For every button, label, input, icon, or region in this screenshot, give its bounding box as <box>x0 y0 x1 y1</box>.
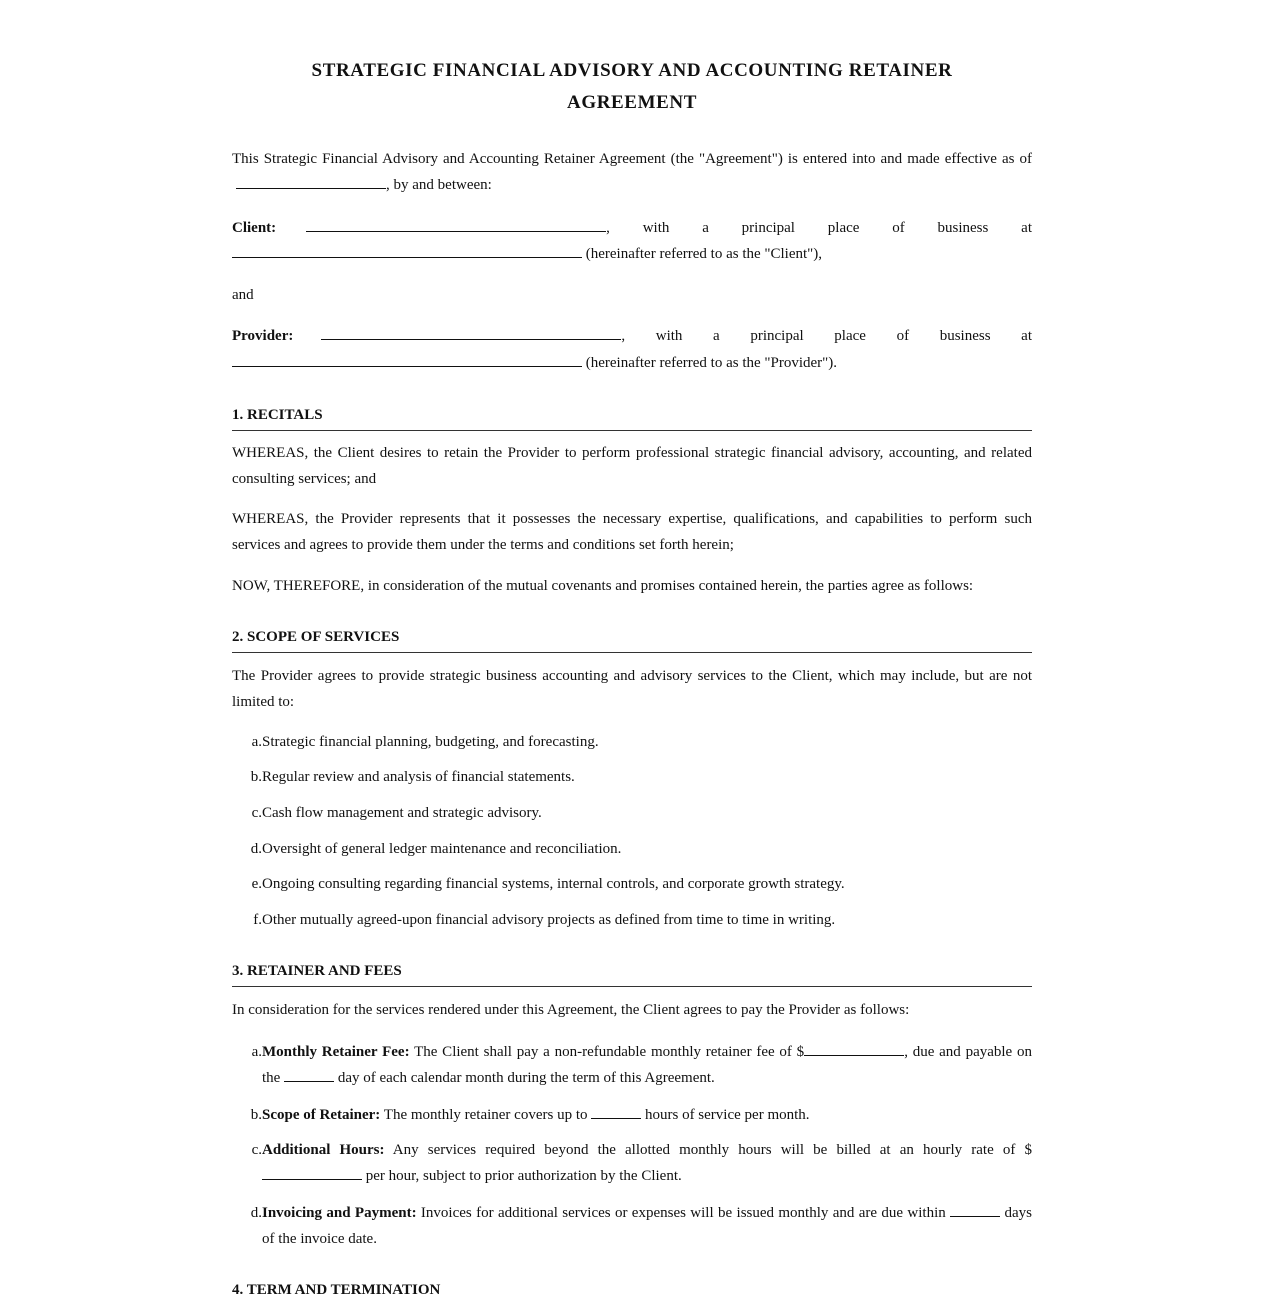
fee-item-label: Additional Hours: <box>262 1142 385 1158</box>
list-marker: a. <box>251 1044 262 1060</box>
and-text: and <box>232 287 254 303</box>
provider-word: place <box>834 328 866 344</box>
recitals-paragraph-1: WHEREAS, the Client desires to retain the Provider to perform professional strategic financial advisory, accounting, and related consulting services; and <box>232 445 1032 487</box>
scope-list-item <box>232 836 1032 862</box>
list-item-text: Ongoing consulting regarding financial systems, internal controls, and corporate growth strategy. <box>262 876 845 892</box>
title-line-1: STRATEGIC FINANCIAL ADVISORY AND ACCOUNTING RETAINER <box>311 60 953 81</box>
fee-item-text: The monthly retainer covers up to <box>383 1107 588 1123</box>
list-item-text: Cash flow management and strategic advisory. <box>262 805 542 821</box>
fees-list-item <box>232 1137 1032 1189</box>
intro-paragraph <box>232 146 1032 198</box>
list-marker: e. <box>251 876 262 892</box>
section-heading-recitals: 1. RECITALS <box>232 404 1032 431</box>
fee-item-label: Invoicing and Payment: <box>262 1205 417 1221</box>
list-marker: c. <box>251 805 262 821</box>
client-comma: , <box>606 220 610 236</box>
client-label: Client: <box>232 220 277 236</box>
list-marker: b. <box>250 769 262 785</box>
section-heading-term: 4. TERM AND TERMINATION <box>232 1282 441 1298</box>
retainer-fee-blank[interactable] <box>804 1041 904 1056</box>
fees-list-item <box>232 1039 1032 1091</box>
list-marker: d. <box>250 841 262 857</box>
client-suffix: (hereinafter referred to as the "Client"), <box>585 246 823 262</box>
client-word: a <box>702 220 709 236</box>
list-item-text <box>262 1039 1032 1091</box>
list-marker: b. <box>250 1107 262 1123</box>
provider-comma: , <box>621 328 626 344</box>
client-address-blank[interactable] <box>232 243 582 258</box>
fee-item-text: Invoices for additional services or expenses will be issued monthly and are due within <box>420 1205 946 1221</box>
provider-suffix: (hereinafter referred to as the "Provider"). <box>585 355 838 371</box>
list-item-text: Regular review and analysis of financial statements. <box>262 769 575 785</box>
list-item-text: Strategic financial planning, budgeting, and forecasting. <box>262 734 599 750</box>
provider-word: business <box>939 328 991 344</box>
provider-name-blank[interactable] <box>321 325 621 340</box>
fee-item-text: day of each calendar month during the term of this Agreement. <box>337 1070 715 1086</box>
list-marker: d. <box>250 1205 262 1221</box>
provider-word: principal <box>750 328 804 344</box>
scope-list-item <box>232 764 1032 790</box>
client-word: at <box>1021 220 1032 236</box>
section-heading-fees: 3. RETAINER AND FEES <box>232 960 1032 987</box>
client-name-blank[interactable] <box>306 217 606 232</box>
provider-line <box>232 323 1032 349</box>
list-item-text <box>262 1200 1032 1252</box>
recitals-paragraph-3: NOW, THEREFORE, in consideration of the mutual covenants and promises contained herein, the parties agree as follows: <box>232 578 974 594</box>
provider-label: Provider: <box>232 328 294 344</box>
hourly-rate-blank[interactable] <box>262 1165 362 1180</box>
fee-item-text: days of the invoice date. <box>262 1205 1032 1247</box>
list-item-text <box>262 1137 1032 1189</box>
fee-item-text: , due and payable on the <box>262 1044 1032 1086</box>
fee-item-label: Monthly Retainer Fee: <box>262 1044 410 1060</box>
provider-word: with <box>655 328 683 344</box>
list-item-text <box>262 1102 1032 1128</box>
scope-intro: The Provider agrees to provide strategic business accounting and advisory services to the Client, which may include, but are not limited to: <box>232 668 1032 710</box>
client-word: business <box>937 220 989 236</box>
provider-word: a <box>713 328 720 344</box>
fees-list-item <box>232 1102 1032 1128</box>
fee-item-label: Scope of Retainer: <box>262 1107 381 1123</box>
retainer-hours-blank[interactable] <box>591 1104 641 1119</box>
list-item-text: Oversight of general ledger maintenance and reconciliation. <box>262 841 622 857</box>
list-marker: a. <box>251 734 262 750</box>
provider-word: at <box>1021 328 1032 344</box>
provider-word: of <box>896 328 910 344</box>
title-line-2: AGREEMENT <box>567 92 697 113</box>
scope-list-item <box>232 800 1032 826</box>
due-day-blank[interactable] <box>284 1067 334 1082</box>
fee-item-text: per hour, subject to prior authorization by the Client. <box>365 1168 682 1184</box>
effective-date-blank[interactable] <box>236 174 386 189</box>
intro-text: This Strategic Financial Advisory and Accounting Retainer Agreement (the "Agreement") is entered into and made effective as of <box>232 151 1032 167</box>
provider-address-line <box>232 350 1032 376</box>
section-heading-scope: 2. SCOPE OF SERVICES <box>232 626 1032 653</box>
fees-list-item <box>232 1200 1032 1252</box>
list-item-text: Other mutually agreed-upon financial advisory projects as defined from time to time in writing. <box>262 912 836 928</box>
client-name-group <box>232 215 610 241</box>
fee-item-text: The Client shall pay a non-refundable monthly retainer fee of $ <box>414 1044 805 1060</box>
fee-item-text: Any services required beyond the allotted monthly hours will be billed at an hourly rate of $ <box>392 1142 1032 1158</box>
recitals-paragraph-2: WHEREAS, the Provider represents that it possesses the necessary expertise, qualifications, and capabilities to perform such services and agrees to provide them under the terms and conditions set forth herein; <box>232 511 1032 553</box>
document-title <box>232 55 1032 119</box>
client-word: principal <box>741 220 795 236</box>
fee-item-text: hours of service per month. <box>644 1107 810 1123</box>
fees-intro: In consideration for the services rendered under this Agreement, the Client agrees to pay the Provider as follows: <box>232 1002 910 1018</box>
client-address-line <box>232 241 1032 267</box>
list-marker: c. <box>251 1142 262 1158</box>
client-word: with <box>642 220 670 236</box>
provider-address-blank[interactable] <box>232 352 582 367</box>
intro-text-end: , by and between: <box>386 177 492 193</box>
payment-days-blank[interactable] <box>950 1202 1000 1217</box>
scope-list-item <box>232 729 1032 755</box>
scope-list-item <box>232 907 1032 933</box>
client-line <box>232 215 1032 241</box>
scope-list-item <box>232 871 1032 897</box>
client-word: of <box>892 220 905 236</box>
provider-name-group <box>232 323 625 349</box>
client-word: place <box>827 220 860 236</box>
list-marker: f. <box>253 912 262 928</box>
